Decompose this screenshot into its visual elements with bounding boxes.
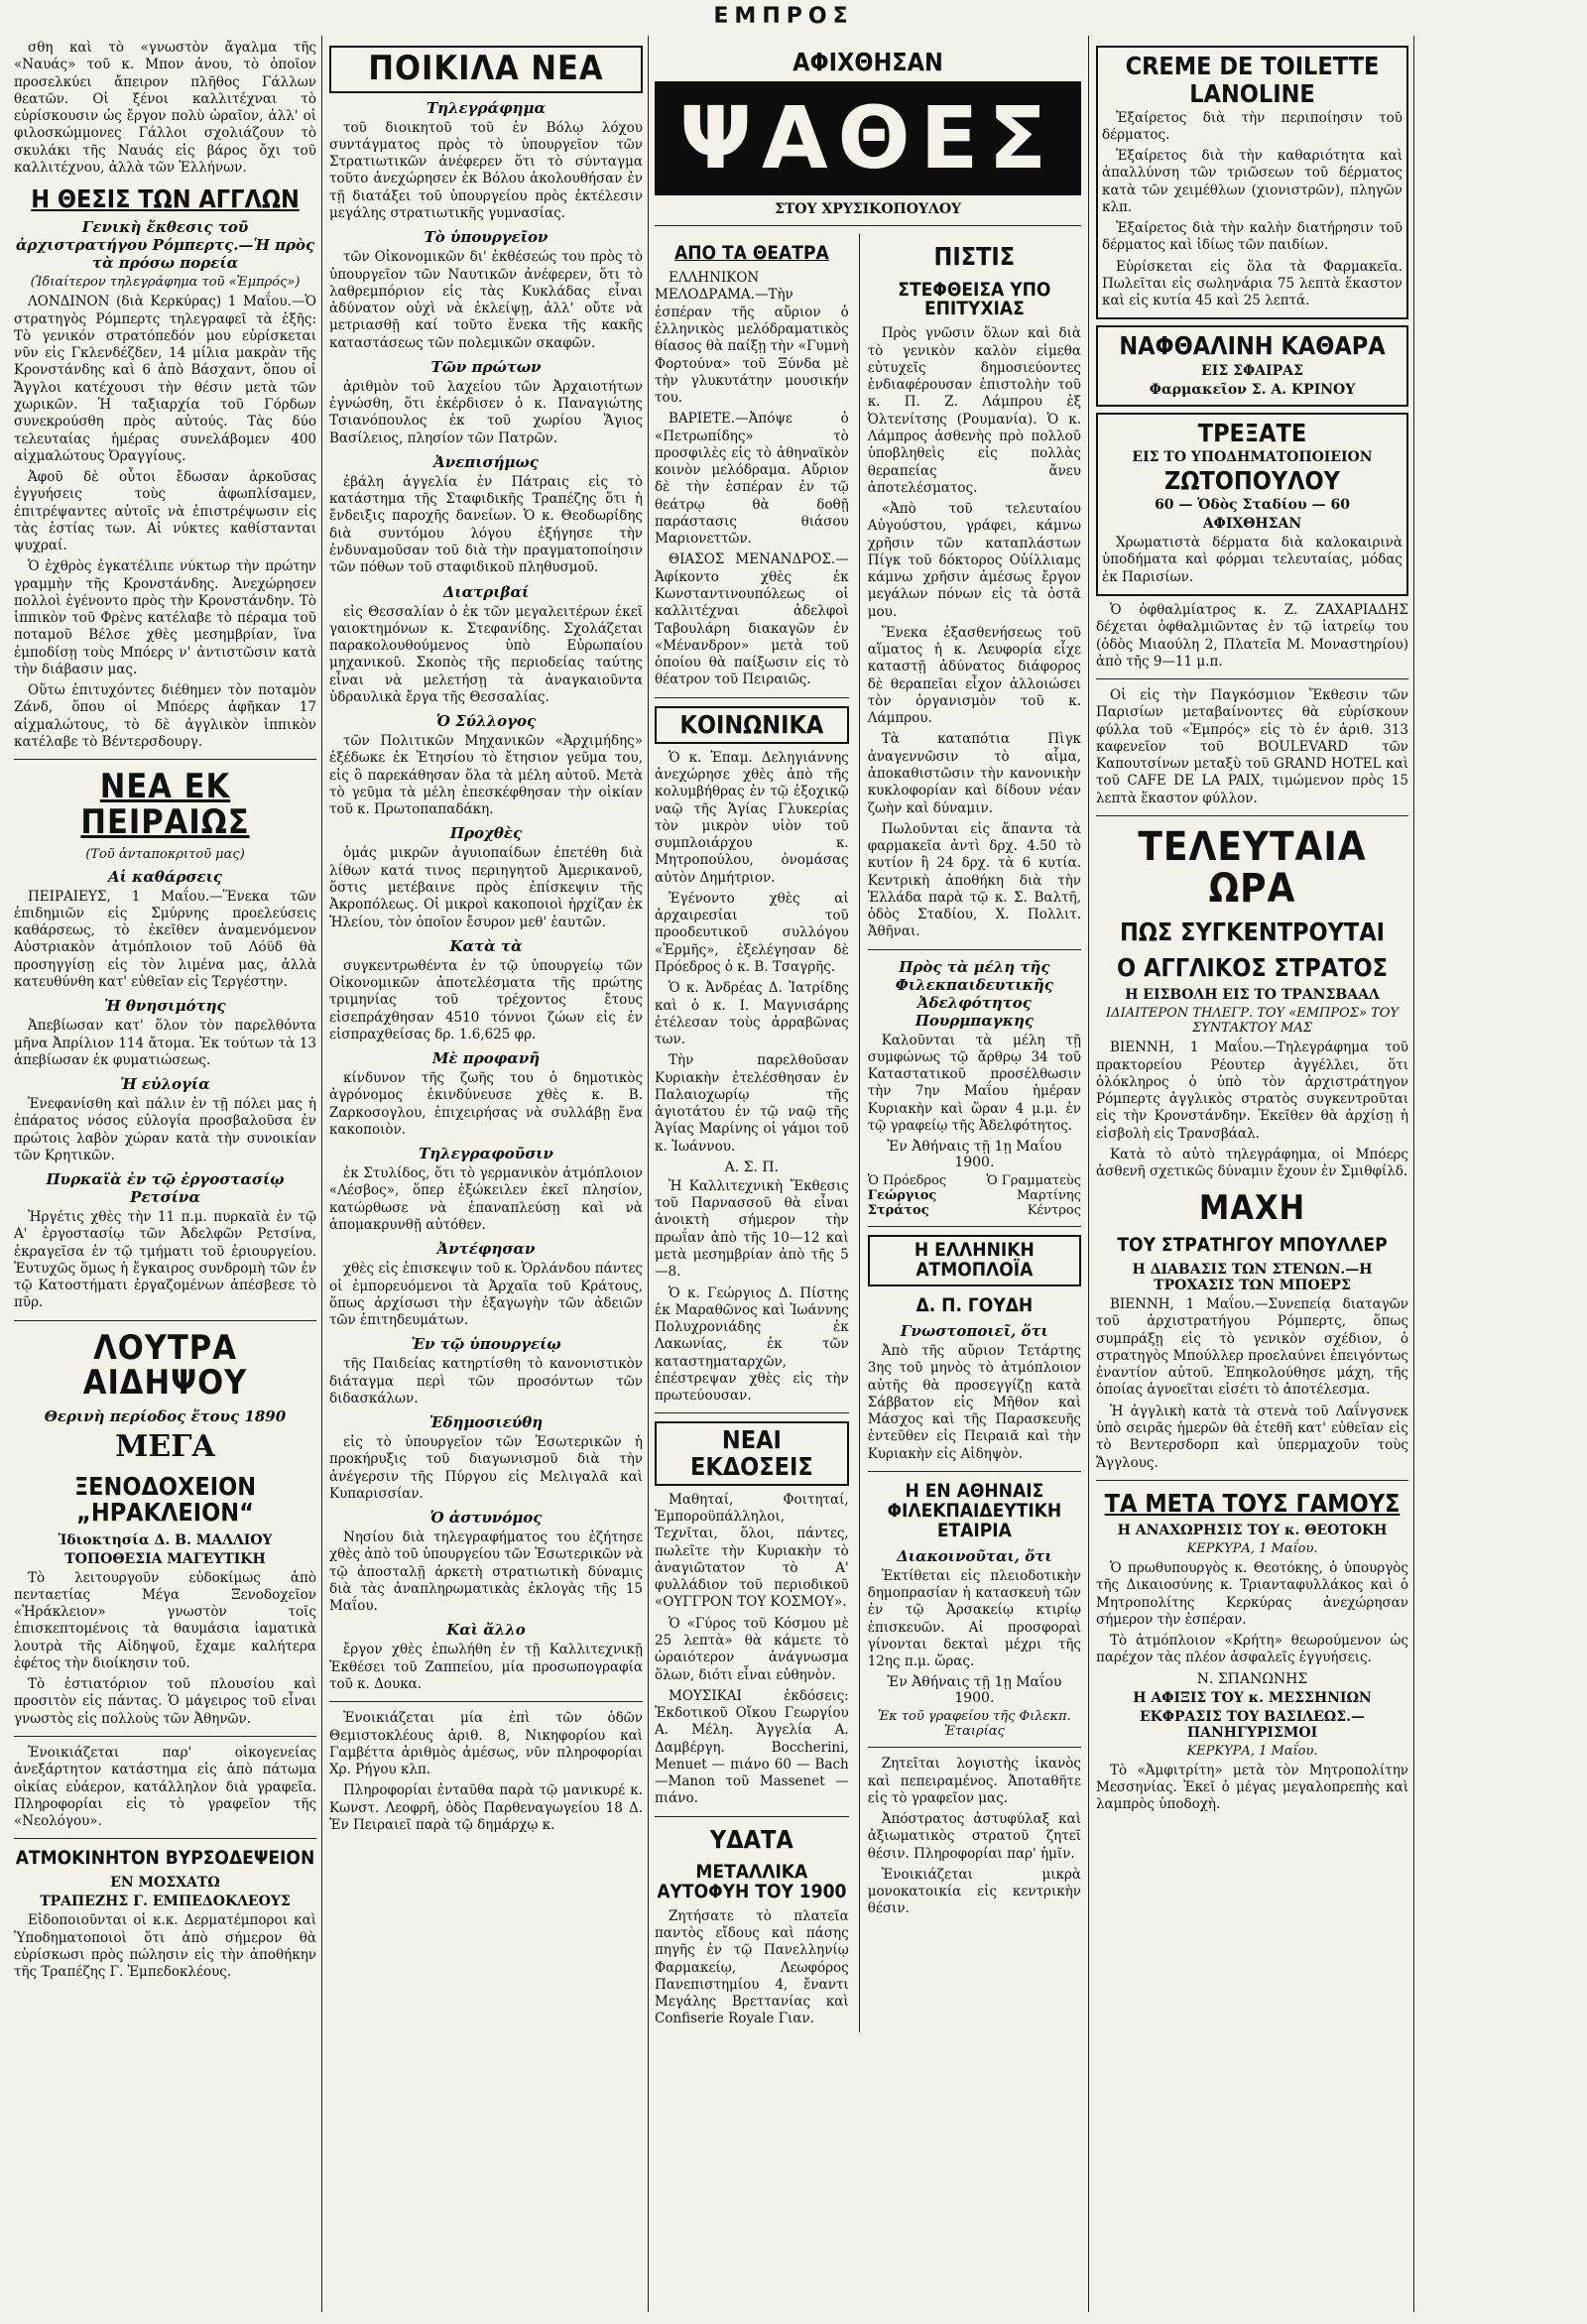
ad-headline: ΛΟΥΤΡΑ ΑΙΔΗΨΟΥ [82,1327,248,1404]
divider [655,225,1081,226]
ad-text: Ἐξαίρετος διὰ τὴν καθαριότητα καὶ ἀπαλλύνση τῶν τριῶσεων τοῦ δέρματος κατὰ τῶν χειμέθλων (χιονιστρῶν), πληγῶν κλπ. [1102,148,1403,215]
signature-name: Γεώργιος Στράτος [867,1188,937,1219]
article-text: συγκεντρωθέντα ἐν τῷ ὑπουργείῳ τῶν Οἰκονομικῶν ἀποτελέσματα τῆς πρώτης τριμηνίας τοῦ τρέχοντος ἔτους εἰσεπράχθησαν 4510 τόννοι ζώων εἰς ἐν εἰσπραχθείσας δρ. 1.6,625 φρ. [329,957,643,1042]
divider [329,1701,643,1702]
ad-text: Ἀπόστρατος ἀστυφύλαξ καὶ ἀξιωματικὸς στρατοῦ ζητεῖ θέσιν. Πληροφορίαι παρ' ἡμῖν. [867,1811,1081,1862]
ad-headline: Η ΕΛΛΗΝΙΚΗ ΑΤΜΟΠΛΟΪΑ [868,1235,1081,1286]
article-text: Ὁ κ. Ἀνδρέας Δ. Ἰατρίδης καὶ ὁ κ. Ι. Μαγνισάρης ἐτέλεσαν τοὺς ἀρραβῶνας των. [655,980,849,1048]
subheadline: Τὸ ὑπουργεῖον [424,228,549,247]
column-4 [1096,40,1408,2311]
signature-title: Ὁ Γραμματεὺς [986,1173,1081,1189]
article-text: Ὁ πρωθυπουργὸς κ. Θεοτόκης, ὁ ὑπουργὸς τῆς Δικαιοσύνης κ. Τριανταφυλλάκος καὶ ὁ Μητροπολίτης Κερκύρας ἀνεχώρησαν σήμερον τὴν ἑσπέραν. [1096,1560,1408,1628]
ad-text: Εὑρίσκεται εἰς ὅλα τὰ Φαρμακεῖα. Πωλεῖται εἰς σωληνάρια 75 λεπτὰ ἕκαστον καὶ εἰς κυτία 45 καὶ 25 λεπτά. [1102,258,1403,309]
section-heading: ΑΠΟ ΤΑ ΘΕΑΤΡΑ [674,242,829,265]
article-text: σθη καὶ τὸ «γνωστὸν ἄγαλμα τῆς «Ναυάς» τοῦ κ. Μπον ἀνου, τὸ ὁποῖον προσελκύει ἄπειρον πλῆθος Γάλλων θεατῶν. Οἱ ξένοι καλλιτέχναι τὸ εὑρίσκουσιν ὡς ἔργον πολὺ ὡραῖον, ἀλλ' οἱ φιλοσκώμμονες Γάλλοι σχολιάζουν τὸ σκυλάκι τῆς Ναυάς εἰς βάρος ὄχι τοῦ καλλιτέχνου, ἀλλὰ τῶν Ἑλλήνων. [14,40,316,176]
subheadline: Η ΕΙΣΒΟΛΗ ΕΙΣ ΤΟ ΤΡΑΝΣΒΑΑΛ [1125,987,1380,1004]
ad-text: Τὰ καταπότια Πὶγκ ἀναγεννῶσιν τὸ αἷμα, ἀποκαθιστῶσιν τὴν κανονικὴν κυκλοφορίαν καὶ δίδουν νέαν ζωὴν καὶ δύναμιν. [867,731,1081,816]
article-text: Ἡ ἀγγλικὴ κατὰ τὰ στενὰ τοῦ Λαΐνγσνεκ ὑπὸ σειρᾶς ἡμερῶν θὰ ἐτεθῆ κατ' εὐθεῖαν εἰς τὸ Βεντερσδορπ καὶ ὑπερμαχοῦν τοὺς Ἄγγλους. [1096,1403,1408,1471]
ad-owner: Ἰδιοκτησία Δ. Β. ΜΑΛΛΙΟΥ [58,1531,273,1548]
headline: ΠΩΣ ΣΥΓΚΕΝΤΡΟΥΤΑΙ [1119,917,1386,946]
ad-box [1096,413,1408,596]
ad-box [1096,46,1408,319]
ad-subheadline: ΕΙΣ ΣΦΑΙΡΑΣ [1201,362,1303,379]
article-text: Νησίου διὰ τηλεγραφήματος του ἐζήτησε χθὲς ἀπὸ τοῦ ὑπουργείου τῶν Ἐσωτερικῶν νὰ τῷ ἀποσταλῇ ἀρκετὴ στρατιωτικὴ δύναμις διὰ τὰς ἀναπληρωματικὰς ἐκλογὰς τῆς 15 Μαΐου. [329,1529,643,1615]
subheadline: Κατὰ τὰ [449,936,523,955]
ad-headline: ΠΙΣΤΙΣ [933,242,1016,272]
subheadline: ΕΚΦΡΑΣΙΣ ΤΟΥ ΒΑΣΙΛΕΩΣ.—ΠΑΝΗΓΥΡΙΣΜΟΙ [1139,1708,1366,1741]
subheadline: Η ΑΝΑΧΩΡΗΣΙΣ ΤΟΥ κ. ΘΕΟΤΟΚΗ [1117,1523,1388,1539]
ad-subheadline: ΜΕΤΑΛΛΙΚΑ ΑΥΤΟΦΥΗ ΤΟΥ 1900 [657,1860,847,1902]
notice-text: Οἱ εἰς τὴν Παγκόσμιον Ἔκθεσιν τῶν Παρισίων μεταβαίνοντες θὰ εὑρίσκουν φύλλα τοῦ «Ἐμπρός» εἰς τὸ ἐν ἀριθ. 313 καφενεῖον τοῦ BOULEVARD τῶν Καπουτσίνων μεταξὺ τοῦ GRAND HOTEL καὶ τοῦ CAFE DE LA PAIX, τιμώμενον πρὸς 15 λεπτὰ ἕκαστον φύλλον. [1096,687,1408,806]
article-text: Ἐνεφανίσθη καὶ πάλιν ἐν τῇ πόλει μας ἡ ἐπάρατος νόσος εὐλογία προσβαλοῦσα ἐν πρώτοις λαβὸν χώραν κατὰ τὴν συνοικίαν τῶν Κρητικῶν. [14,1096,316,1163]
ad-subheadline: ΑΦΙΧΘΗΣΑΝ [1202,516,1302,533]
divider [868,1471,1081,1472]
ad-subheadline: ΣΤΕΦΘΕΙΣΑ ΥΠΟ ΕΠΙΤΥΧΙΑΣ [898,278,1051,320]
section-heading: ΤΕΛΕΥΤΑΙΑ ΩΡΑ [1138,823,1367,912]
divider [1096,815,1408,816]
ad-location: ΤΟΠΟΘΕΣΙΑ ΜΑΓΕΥΤΙΚΗ [64,1550,266,1567]
ad-headline: LANOLINE [1189,79,1315,109]
sub-column-left [655,234,849,2031]
article-text: ὁμάς μικρῶν ἀγυιοπαίδων ἐπετέθη διὰ λίθων κατά τινος περιηγητοῦ Ἀμερικανοῦ, ὅστις μετέβαινε πρὸς ἐπίσκεψιν τῆς Ἀκροπόλεως. Οἱ μικροὶ κακοποιοὶ ἠρχίζαν ἐκ Ἠλείου, τὸν ὁποῖον ἔσυρον μεθ' ἑαυτῶν. [329,845,643,930]
ad-text: Τὸ λειτουργοῦν εὐδοκίμως ἀπὸ πενταετίας Μέγα Ξενοδοχεῖον «Ἡράκλειον» γνωστὸν τοῖς ἐπισκεπτομένοις τὰ θαυμάσια ἰαματικὰ λουτρὰ τῆς Αἰδηψοῦ, ἔχαμε καλήτερα ἐφέτος τὴν διοίκησιν τοῦ. [14,1569,316,1671]
subheadline: Μὲ προφανῆ [431,1049,541,1068]
subheadline: Η ΔΙΑΒΑΣΙΣ ΤΩΝ ΣΤΕΝΩΝ.—Η ΤΡΟΧΑΣΙΣ ΤΩΝ ΜΠΟΕΡΣ [1132,1262,1373,1294]
dateline: ΚΕΡΚΥΡΑ, 1 Μαΐου. [1186,1743,1318,1759]
subheadline: Ἡ εὐλογία [120,1075,210,1094]
divider [868,1747,1081,1748]
article-text: χθὲς εἰς ἐπισκεψιν τοῦ κ. Ὁρλάνδου πάντες οἱ ἐμπορευόμενοι τὰ Ἀρχαῖα τοῦ Κράτους, ὅπως ἀρχίσωσι τὴν ἐξαγωγὴν τῶν ἀδειῶν τῶν ἐπιτηδευμάτων. [329,1261,643,1329]
column-1 [14,40,316,2311]
dateline: (Τοῦ ἀνταποκριτοῦ μας) [85,846,245,862]
ad-headline: CREME DE TOILETTE [1125,52,1380,80]
sub-column-right [859,234,1081,2031]
subheadline: Ἐν τῷ ὑπουργείῳ [411,1335,561,1354]
section-heading: ΚΟΙΝΩΝΙΚΑ [655,706,849,744]
article-text: εἰς τὸ ὑπουργεῖον τῶν Ἐσωτερικῶν ἡ προκήρυξις τοῦ διαγωνισμοῦ διὰ τὴν ἀνέγερσιν τῆς Πύργου εἰς Μελιγαλᾶ καὶ Κυπαρισσίαν. [329,1434,643,1502]
article-text: Ἀπεβίωσαν κατ' ὅλον τὸν παρελθόντα μῆνα Ἀπρίλιον 114 ἄτομα. Ἐκ τούτων τὰ 13 ἀπεβίωσαν ἐκ φυματιώσεως. [14,1018,316,1068]
subheadline: Αἱ καθάρσεις [108,867,222,886]
ad-headline: ΤΡΕΞΑΤΕ [1197,418,1307,447]
subheadline: Πυρκαϊὰ ἐν τῷ ἐργοστασίῳ Ρετσίνα [46,1170,285,1207]
signature: Α. Σ. Π. [724,1159,780,1175]
notice-heading: Η ΕΝ ΑΘΗΝΑΙΣ ΦΙΛΕΚΠΑΙΔΕΥΤΙΚΗ ΕΤΑΙΡΙΑ [887,1479,1062,1541]
notice-subheading: Διακοινοῦται, ὅτι [897,1546,1052,1565]
subheadline: Ὁ ἀστυνόμος [429,1509,543,1528]
article-text: Μαθηταί, Φοιτηταί, Ἐμποροϋπάλληλοι, Τεχνῖται, ὅλοι, πάντες, πωλεῖτε τὴν Κυριακὴν τὸ ἀναγιῶτατον τὸ Α' φυλλάδιον τοῦ περιοδικοῦ «ΟΥΓΓΡΟΝ ΤΟΥ ΚΟΣΜΟΥ». [655,1491,849,1611]
ad-shop-name: ΖΩΤΟΠΟΥΛΟΥ [1164,465,1340,495]
subheadline: Διατριβαί [442,582,530,601]
ad-text: Πωλοῦνται εἰς ἅπαντα τὰ φαρμακεῖα ἀντὶ δρχ. 4.50 τὸ κυτίον ἢ 24 δρχ. τὰ 6 κυτία. Κεντρικὴ ἀποθήκη διὰ τὴν Ἑλλάδα παρὰ τῷ κ. Σ. Βαλτῆ, ὁδὸς Σταδίου, Χ. Πολλιτ. Ἀθῆναι. [867,820,1081,940]
article-text: Τὴν παρελθοῦσαν Κυριακὴν ἐτελέσθησαν ἐν Παλαιοχωρίῳ τῆς ἁγιοτάτου ἐν τῷ ναῷ τῆς Ἁγίας Μαρίνης οἱ γάμοι τοῦ κ. Ἰωάννου. [655,1052,849,1155]
article-text: τοῦ διοικητοῦ τοῦ ἐν Βόλῳ λόχου συντάγματος πρὸς τὸ ὑπουργεῖον τῶν Στρατιωτικῶν ἀνέφερεν ὅτι τὸ σύνταγμα τοῦτο ἀνεχώρησεν ἐκ Βόλου ἀκολουθήσαν ἐν τῇ διατάξει τοῦ ὑπουργείου πρὸς ἐκτέλεσιν μεγάλης στρατιωτικῆς γυμνασίας. [329,119,643,222]
notice-signatures [868,1173,1081,1218]
subheadline: Ὁ Σύλλογος [435,712,537,731]
ad-subheadline: Θερινὴ περίοδος ἔτους 1890 [44,1407,287,1426]
divider [14,759,316,760]
ad-text: Ἐξαίρετος διὰ τὴν καλὴν διατήρησιν τοῦ δέρματος καὶ ἰδίως τῶν παιδίων. [1102,220,1403,254]
signature-block [980,1173,1081,1218]
headline: ΤΑ ΜΕΤΑ ΤΟΥΣ ΓΑΜΟΥΣ [1104,1488,1401,1518]
ad-text: Ἐνοικιάζεται μία ἐπὶ τῶν ὁδῶν Θεμιστοκλέους ἀριθ. 8, Νικηφορίου καὶ Γαμβέττα ἀριθμὸς ἀμέσως, νῦν πληροφορίαι Χρ. Ρήγου κλπ. [329,1710,643,1778]
article-text: Τὸ «Ἀμφιτρίτη» μετὰ τὸν Μητροπολίτην Μεσσηνίας. Ἐκεῖ ὁ μέγας μεγαλοπρεπὴς καὶ λαμπρὸς ὑποδοχὴ. [1096,1762,1408,1813]
article-text: ἐκ Στυλίδος, ὅτι τὸ γερμανικὸν ἀτμόπλοιον «Λέσβος», ὅπερ ἐξώκειλεν ἐκεῖ πλησίον, κατώρθωσε νὰ ἐπαναπλεύσῃ καὶ νὰ ἀπομακρυνθῇ αὐτόθεν. [329,1165,643,1233]
subheadline: Τηλεγραφοῦσιν [419,1145,553,1163]
ad-text: Ἕνεκα ἐξασθενήσεως τοῦ αἵματος ἡ κ. Λευφορία εἶχε καταστῇ ἀδύνατος διάφορος δὲ θεραπεῖαι εἶχον ἀλλοιώσει τὸν ὀργανισμὸν τοῦ κ. Λάμπρου. [867,624,1081,727]
headline: Ο ΑΓΓΛΙΚΟΣ ΣΤΡΑΤΟΣ [1117,953,1388,983]
article-text: ἀριθμὸν τοῦ λαχείου τῶν Ἀρχαιοτήτων ἐγνώσθη, ὅτι ἐκέρδισεν ὁ κ. Παναγιώτης Τσιανόπουλος ἐκ τοῦ χωρίου Ἅγιος Βασίλειος, πλησίον τῶν Πατρῶν. [329,378,643,446]
article-text: Ὁ κ. Γεώργιος Δ. Πίστης ἐκ Μαραθῶνος καὶ Ἰωάννης Πολυχρονιάδης ἐκ Λακωνίας, ἐκ τῶν καταστηματαρχῶν, ἐπέστρεψαν χθὲς εἰς τὴν πρωτεύουσαν. [655,1284,849,1405]
signature: Ν. ΣΠΑΝΩΝΗΣ [1196,1670,1308,1687]
subheadline: Γενικὴ ἔκθεσις τοῦ ἀρχιστρατήγου Ρόμπερτς.—Ἡ πρὸς τὰ πρόσω πορεία [15,218,315,273]
subheadline: Ἐδημοσιεύθη [428,1413,544,1432]
ad-subheadline: Δ. Π. ΓΟΥΔΗ [916,1294,1034,1317]
notice-signature: Ἐκ τοῦ γραφείου τῆς Φιλεκπ. Ἑταιρίας [878,1709,1071,1740]
ad-box [1096,325,1408,406]
divider [868,1226,1081,1227]
divider [868,949,1081,950]
ad-headline: ΑΦΙΧΘΗΣΑΝ [793,48,943,76]
article-text: τῶν Πολιτικῶν Μηχανικῶν «Ἀρχιμήδης» ἐξέδωκε ἐκ Ἐτησίου τὸ ἔτησιον γεῦμα του, εἰς ὃ παρεκάθησαν ὅλα τὰ μέλη αὐτοῦ. Μετὰ τὸ γεῦμα τὰ μέλη ἐπεσκέφθησαν τὴν οἰκίαν τοῦ κ. Πρωτοπαπαδάκη. [329,733,643,818]
ad-text: Χρωματιστὰ δέρματα διὰ καλοκαιρινὰ ὑποδήματα καὶ φόρμαι τελευταίας, μόδας ἐκ Παρισίων. [1102,535,1403,585]
article-text: εἰς Θεσσαλίαν ὁ ἐκ τῶν μεγαλειτέρων ἐκεῖ γαιοκτημόνων κ. Στεφανίδης. Σχολάζεται παρακολουθούμενος ὑπὸ Εὐρωπαίου μηχανικοῦ. Σκοπὸς τῆς περιοδείας ταύτης εἶναι νὰ μελετήσῃ τὰ ἀναγκαιοῦντα ὑδραυλικὰ ἔργα τῆς Θεσσαλίας. [329,603,643,705]
column-rule [321,36,322,2312]
section-heading: ΝΕΑΙ ΕΚΔΟΣΕΙΣ [655,1421,849,1486]
divider [1096,1480,1408,1481]
column-rule [648,36,649,2312]
headline: ΠΟΙΚΙΛΑ ΝΕΑ [329,46,643,93]
ad-headline: ΑΤΜΟΚΙΝΗΤΟΝ ΒΥΡΣΟΔΕΨΕΙΟΝ [15,1847,315,1870]
divider [655,1412,849,1413]
divider [655,1816,849,1817]
article-text: Τὸ ἀτμόπλοιον «Κρήτη» θεωρούμενον ὡς παρέχον τὰς πλέον ἀσφαλεῖς ἐγγυήσεις. [1096,1633,1408,1666]
article-text: ΒΙΕΝΝΗ, 1 Μαΐου.—Συνεπείᾳ διαταγῶν τοῦ ἀρχιστρατήγου Ρόμπερτς, ὅπως συμπράξῃ εἰς τὸ γενικὸν σχέδιον, ὁ στρατηγὸς Μπούλλερ προελαύνει ἐπειγόντως ἐναντίον αὐτοῦ. Ἐπηκολούθησε μάχη, τῆς ὁποίας ἀγνοεῖται εἰσέτι τὸ ἀποτέλεσμα. [1096,1296,1408,1399]
article-text: Ὁ ἐχθρὸς ἐγκατέλιπε νύκτωρ τὴν πρώτην γραμμὴν τῆς Κρονστάνδης. Ἀνεχώρησεν πολλοὶ ἐγένοντο πρὸς τὴν Κρονστάνδην. Τὸ ἱππικὸν τοῦ Φρὲνς κατέλαβε τὸ πέραμα τοῦ ποταμοῦ Βέλσε χθὲς μεσημβρίαν, ἵνα ἐμποδίσῃ τοὺς Μπόερς ν' ἀντιστῶσιν κατὰ τὴν διάβασιν μας. [14,558,316,677]
article-text: Ἡ Καλλιτεχνικὴ Ἔκθεσις τοῦ Παρνασσοῦ θὰ εἶναι ἀνοικτὴ σήμερον τὴν πρωΐαν ἀπὸ τῆς 10—12 καὶ μετὰ μεσημβρίαν ἀπὸ τῆς 5—8. [655,1177,849,1281]
notice-date: Ἐν Ἀθήναις τῇ 1ῃ Μαΐου 1900. [887,1674,1062,1707]
ad-headline: ΝΑΦΘΑΛΙΝΗ ΚΑΘΑΡΑ [1119,331,1386,361]
ad-hotel-name: ΞΕΝΟΔΟΧΕΙΟΝ „ΗΡΑΚΛΕΙΟΝ“ [73,1472,257,1528]
article-text: τῶν Οἰκονομικῶν δι' ἐκθέσεώς του πρὸς τὸ ὑπουργεῖον τῶν Ναυτικῶν ἀνέφερεν, ὅτι τὸ λαθρεμπόριον εἰς τὰς Κυκλάδας εἶναι ἀδύνατον οὐχὶ νὰ ἐκλείψῃ, ἀλλ' οὔτε νὰ μετριασθῇ καί τοῦτο ἕνεκα τῆς κακῆς καταστάσεως τῶν πολεμικῶν σκαφῶν. [329,249,643,351]
divider [14,1736,316,1737]
two-column-section [655,234,1081,2031]
ad-subheadline: ΤΡΑΠΕΖΗΣ Γ. ΕΜΠΕΔΟΚΛΕΟΥΣ [40,1894,291,1910]
column-2 [329,40,643,2311]
article-text: Οὕτω ἐπιτυχόντες διέθημεν τὸν ποταμὸν Ζάνδ, ὅπου οἱ Μπόερς ἀφῆκαν 17 αἰχμαλώτους, τὸ δὲ ἀγγλικὸν ἱππικὸν κατέλαβε τὸ Βέντερσδουργ. [14,682,316,751]
article-text: ἔργον χθὲς ἐπωλήθη ἐν τῇ Καλλιτεχνικῇ Ἐκθέσει τοῦ Ζαππείου, μία προσωπογραφία τοῦ κ. Δουκα. [329,1642,643,1693]
ad-text: Ζητήσατε τὸ πλατεῖα παντὸς εἴδους καὶ πάσης πηγῆς ἐν τῷ Πανελληνίῳ Φαρμακείῳ, Λεωφόρος Πανεπιστημίου 4, ἔναντι Μεγάλης Βρεττανίας καὶ Confiserie Royale Γιαν. [655,1907,849,2027]
ad-text: Ἀπὸ τῆς αὔριον Τετάρτης 3ης τοῦ μηνὸς τὸ ἀτμόπλοιον αὐτῆς θὰ προσεγγίζῃ κατὰ Σάββατον εἰς Μῆθον καὶ Μάσχος καὶ τῆς Παρασκευῆς ἐντεῦθεν εἰς Πειραιᾶ καὶ τὴν Κυριακὴν εἰς Αἰδηψὸν. [867,1343,1081,1462]
headline: ΤΟΥ ΣΤΡΑΤΗΓΟΥ ΜΠΟΥΛΛΕΡ [1117,1234,1388,1257]
ad-text: Ὁ ὀφθαλμίατρος κ. Ζ. ΖΑΧΑΡΙΑΔΗΣ δέχεται ὀφθαλμιῶντας ἐν τῷ ἰατρείῳ του (ὁδὸς Μιαούλη 2, Πλατεῖα Μ. Μοναστηρίου) ἀπὸ τῆς 9—11 μ.π. [1096,601,1408,670]
subheadline: Προχθὲς [449,824,523,843]
ad-text: Ἐξαίρετος διὰ τὴν περιποίησιν τοῦ δέρματος. [1102,109,1403,143]
ad-text: Πρὸς γνῶσιν ὅλων καὶ διὰ τὸ γενικὸν καλὸν εἰμεθα εὐτυχεῖς δημοσιεύοντες ἐνδιαφέρουσαν ἐπιστολὴν τοῦ κ. Π. Ζ. Λάμπρου ἐξ Ὀλτενίτσης (Ρουμανία). Ὁ κ. Λάμπρος ἀσθενὴς πρὸ πολλοῦ ὑποβληθεὶς εἰς πολλὰς θεραπείας ἄνευ ἀποτελέσματος. [867,325,1081,496]
article-text: Ὁ κ. Ἐπαμ. Δεληγιάννης ἀνεχώρησε χθὲς ἀπὸ τῆς κολυμβήθρας ἐν τῷ ἐξοχικῷ ναῷ τῆς Ἁγίας Γλυκερίας τὸν μικρὸν υἱὸν τοῦ συμπλοιάρχου κ. Μητροπούλου, ὀνομάσας αὐτὸν Δημήτριον. [655,749,849,886]
article-text: ΜΟΥΣΙΚΑΙ ἐκδόσεις: Ἐκδοτικοῦ Οἴκου Γεωργίου Α. Μέλη. Ἀγγελία Α. Δαμβέργη. Boccherini, Menuet — πιάνο 60 — Bach—Manon τοῦ Massenet — πιάνο. [655,1687,849,1807]
divider [14,1320,316,1321]
ad-text: Ἐνοικιάζεται παρ' οἰκογενείας ἀνεξάρτητον κατάστημα εἰς ἀπὸ πάτωμα οἰκίας εὐάερον, κατάλληλον διὰ γραφεῖα. Πληροφορίαι εἰς τὸ γραφεῖον τῆς «Νεολόγου». [14,1744,316,1830]
article-text: ΠΕΙΡΑΙΕΥΣ, 1 Μαΐου.—Ἕνεκα τῶν ἐπιδημιῶν εἰς Σμύρνης προελεύσεις καθάρσεως, τὸ ἐκεῖθεν ἀναμενόμενον Αὐστριακὸν ἀτμόπλοιον τοῦ Λόϋδ θὰ προσηγγίσῃ εἰς τὸν λιμένα μας, ἀλλὰ κατευθύνθη κατ' εὐθεῖαν εἰς Τεργέστην. [14,888,316,990]
article-text: τῆς Παιδείας κατηρτίσθη τὸ κανονιστικὸν διάταγμα περὶ τῶν προσόντων τῶν διδασκάλων. [329,1356,643,1407]
ad-subheadline: Γνωστοποιεῖ, ὅτι [900,1322,1048,1341]
article-text: ΒΙΕΝΝΗ, 1 Μαΐου.—Τηλεγράφημα τοῦ πρακτορείου Ρέουτερ ἀγγέλλει, ὅτι ὁλόκληρος ὁ ὑπὸ τὸν ἀρχιστράτηγον Ρόμπερτς ἀγγλικὸς στρατὸς συγκεντροῦται εἰς τὴν Κρονστάνδην. Ἐκεῖθεν θὰ ἀρχίσῃ ἡ εἰσβολὴ εἰς Τρανσβάαλ. [1096,1040,1408,1142]
ad-headline: ΥΔΑΤΑ [709,1824,794,1854]
ad-text: Τὸ ἑστιατόριον τοῦ πλουσίου καὶ προσιτὸν εἰς πάντας. Ὁ μάγειρος τοῦ εἶναι γνωστὸς εἰς πολλοὺς τῶν Ἀθηνῶν. [14,1676,316,1727]
signature-title: Ὁ Πρόεδρος [867,1173,947,1189]
column-rule [1088,36,1089,2312]
ad-text: Ἐνοικιάζεται μικρὰ μονοκατοικία εἰς κεντρικὴν θέσιν. [867,1866,1081,1917]
article-text: Ἀφοῦ δὲ οὗτοι ἔδωσαν ἀρκοῦσας ἐγγυήσεις τοὺς ἀφωπλίσαμεν, ἐπιτρέψαντες αὐτοῖς νὰ ἐπιστρέψωσιν εἰς τὰς ἑστίας των. Αἱ νύκτες καθίστανται ψυχραί. [14,469,316,554]
ad-text: Εἰδοποιοῦνται οἱ κ.κ. Δερματέμποροι καὶ Ὑποδηματοποιοὶ ὅτι ἀπὸ σήμερον θὰ εὑρίσκωσι πρὸς πώλησιν εἰς τὴν ἀποθήκην τῆς Τραπέζης Γ. Ἐμπεδοκλέους. [14,1912,316,1981]
headline: ΜΑΧΗ [1198,1187,1306,1228]
subheadline: Τηλεγράφημα [426,98,547,117]
divider [1096,678,1408,679]
subheadline: Η ΑΦΙΞΙΣ ΤΟΥ κ. ΜΕΣΣΗΝΙΩΝ [1133,1689,1372,1706]
article-text: Ὁ «Γύρος τοῦ Κόσμου μὲ 25 λεπτὰ» θὰ κάμετε τὸ ὡραιότερον ἀνάγνωσμα ὅλων, διότι εἶναι εὐθηνὸν. [655,1615,849,1683]
article-text: Ἠργέτις χθὲς τὴν 11 π.μ. πυρκαϊὰ ἐν τῷ Α' ἐργοστασίῳ τῶν Ἀδελφῶν Ρετσίνα, ἐκραγεῖσα ἐν τῷ τμήματι τοῦ ἐριουργείου. Ἐυτυχῶς ὅμως ἡ ἔγκαιρος συνδρομὴ τῶν ἐν τῷ Κατοστήματι ἐργαζομένων ἀπέσβεσε τὸ πῦρ. [14,1209,316,1311]
headline: ΝΕΑ ΕΚ ΠΕΙΡΑΙΩΣ [80,767,250,842]
column-rule [1413,36,1414,2312]
ad-subheadline: ΕΝ ΜΟΣΧΑΤΩ [110,1875,220,1892]
subheadline: Τῶν πρώτων [430,357,542,376]
article-text: ΒΑΡΙΕΤΕ.—Ἀπόψε ὁ «Πετρωπίδης» τὸ προσφιλὲς εἰς τὸ ἀθηναϊκὸν κοινὸν μελόδραμα. Αὔριον δὲ τὴν ἑσπέραν ἐν τῷ θεάτρῳ θὰ δοθῇ παράστασις θιάσου Μαριονεττῶν. [655,411,849,548]
divider [14,1838,316,1839]
signature-block [868,1173,980,1218]
ad-title: ΜΕΓΑ [115,1429,215,1465]
article-text: ΘΙΑΣΟΣ ΜΕΝΑΝΔΡΟΣ.—Ἀφίκοντο χθὲς ἐκ Κωνσταντινουπόλεως οἱ καλλιτέχναι ἀδελφοὶ Ταβουλάρη διακαγῶν ἐν «Μένανδρον» μετὰ τοῦ ὁποίου θὰ παίξωσιν εἰς τὸ θέατρον τοῦ Πειραιῶς. [655,551,849,688]
subheadline: Ἀνεπισήμως [433,452,539,471]
article-text: ΕΛΛΗΝΙΚΟΝ ΜΕΛΟΔΡΑΜΑ.—Τὴν ἐσπέραν τῆς αὔριον ὁ ἑλληνικὸς μελόδραματικὸς θίασος θὰ παίξῃ τὴν «Γυμνὴ Φορτούνα» τοῦ Ξύνδα μὲ τὴν γλυκυτάτην μουσικήν του. [655,270,849,407]
article-text: κίνδυνον τῆς ζωῆς του ὁ δημοτικὸς ἀγρόνομος ἐκινδύνευσε χθὲς κ. Β. Ζαρκοσογλου, ἐπιχειρήσας νὰ συλλάβῃ ἕνα κακοποιὸν. [329,1070,643,1138]
ad-pharmacy: Φαρμακεῖον Σ. Α. ΚΡΙΝΟΥ [1149,381,1356,398]
headline: Η ΘΕΣΙΣ ΤΩΝ ΑΓΓΛΩΝ [31,184,300,214]
subheadline: Ἀντέφησαν [436,1240,536,1259]
dateline: (Ἰδιαίτερον τηλεγράφημα τοῦ «Ἐμπρός») [30,275,301,291]
ad-address: 60 — Ὁδὸς Σταδίου — 60 [1155,497,1350,514]
article-text: Ἐγένοντο χθὲς αἱ ἀρχαιρεσίαι τοῦ προοδευτικοῦ συλλόγου «Ἐρμῆς», ἐξελέγησαν δὲ Πρόεδρος ὁ κ. Β. Τσαγρῆς. [655,890,849,975]
dateline: ΙΔΙΑΙΤΕΡΟΝ ΤΗΛΕΓΡ. ΤΟΥ «ΕΜΠΡΟΣ» ΤΟΥ ΣΥΝΤΑΚΤΟΥ ΜΑΣ [1106,1006,1399,1037]
ad-text: «Ἀπὸ τοῦ τελευταίου Αὐγούστου, γράφει, κάμνω χρῆσιν τῶν καταπλάστων Πίγκ τοῦ δόκτορος Οὐίλλιαμς κάμνω χρῆσιν ἀμέσως ἔργον μεγάλων πόνων εἰς τὰ ὀστᾶ μου. [867,501,1081,620]
article-text: ΛΟΝΔΙΝΟΝ (διὰ Κερκύρας) 1 Μαΐου.—Ὁ στρατηγὸς Ρόμπερτς τηλεγραφεῖ τὰ ἑξῆς: Τὸ γενικόν στρατόπεδόν μου εὑρίσκεται νῦν εἰς Γκλενδέζδεν, 14 μίλια μακρὰν τῆς Κρονστάνδης καὶ 6 ἀπὸ Βάσχαντ, ὅπου οἱ Ἄγγλοι κατέχουσι τὴν θέσιν μετὰ τῶν χωρικῶν. Ἡ ταξιαρχία τοῦ Γόρδων συνεκρούσθη πρὸς αὐτούς. Τὰς δύο τελευταίας ἡμέρας συνελάβομεν 400 αἰχμαλώτους Ὀραγγίους. [14,294,316,464]
divider [655,697,849,698]
ad-text: Ζητεῖται λογιστὴς ἱκανὸς καὶ πεπειραμένος. Ἀποταθῆτε εἰς τὸ γραφεῖον μας. [867,1756,1081,1806]
dateline: ΚΕΡΚΥΡΑ, 1 Μαΐου. [1186,1541,1318,1557]
article-text: ἐβάλη ἀγγελία ἐν Πάτραις εἰς τὸ κατάστημα τῆς Σταφιδικῆς Τραπέζης ὅτι ἡ ἔνδειξις παροχῆς δανείων. Ὁ κ. Θεοδωρίδης διὰ συντόμου λόγου ἐξήγησε τὴν ἐνδυναμοῦσαν τοῦ διὰ τὴν πραγματοποίησιν τῶν πόθων τοῦ σταφιδικοῦ πληθυσμοῦ. [329,473,643,576]
column-3 [655,40,1081,2311]
ad-subheadline: ΕΙΣ ΤΟ ΥΠΟΔΗΜΑΤΟΠΟΙΕΙΟΝ [1132,448,1373,465]
notice-text: Καλοῦνται τὰ μέλη τῇ συμφώνως τῷ ἄρθρῳ 34 τοῦ Καταστατικοῦ προσέλθωσιν τὴν 7ην Μαΐου ἡμέραν Κυριακὴν καὶ ὥραν 4 μ.μ. ἐν τῷ γραφείῳ τῆς Ἀδελφότητος. [867,1032,1081,1134]
ad-text: Πληροφορίαι ἐνταῦθα παρὰ τῷ μανικυρέ κ. Κωνστ. Λεοφρῆ, ὁδὸς Παρθεναγωγείου 18 Δ. Ἐν Πειραιεῖ παρὰ τῷ δημάρχῳ κ. [329,1782,643,1833]
subheadline: Καὶ ἄλλο [446,1621,526,1640]
notice-heading: Πρὸς τὰ μέλη τῆς Φιλεκπαιδευτικῆς Ἀδελφότητος Πουρμπαγκης [895,957,1053,1030]
subheadline: Ἡ θνησιμότης [104,997,226,1016]
ad-subheadline: ΣΤΟΥ ΧΡΥΣΙΚΟΠΟΥΛΟΥ [774,201,962,218]
notice-text: Ἐκτίθεται εἰς πλειοδοτικὴν δημοπρασίαν ἡ κατασκευὴ τῶν ἐν τῷ Ἀρσακείῳ κτιρίῳ ἐπισκευῶν. Αἱ προσφοραὶ γίνονται δεκταὶ μέχρι τῆς 12ης π.μ. ὥρας. [867,1567,1081,1670]
poster-banner: ΨΑΘΕΣ [655,81,1081,195]
signature-name: Μαρτίνης Κέντρος [1017,1188,1081,1219]
notice-date: Ἐν Ἀθήναις τῇ 1ῃ Μαΐου 1900. [887,1139,1062,1171]
article-text: Κατὰ τὸ αὐτὸ τηλεγράφημα, οἱ Μπόερς ἀσθενῆ σχετικῶς δύναμιν ἔχουν ἐν Σμιθφίλδ. [1096,1146,1408,1180]
masthead: ΕΜΠΡΟΣ [713,4,854,29]
